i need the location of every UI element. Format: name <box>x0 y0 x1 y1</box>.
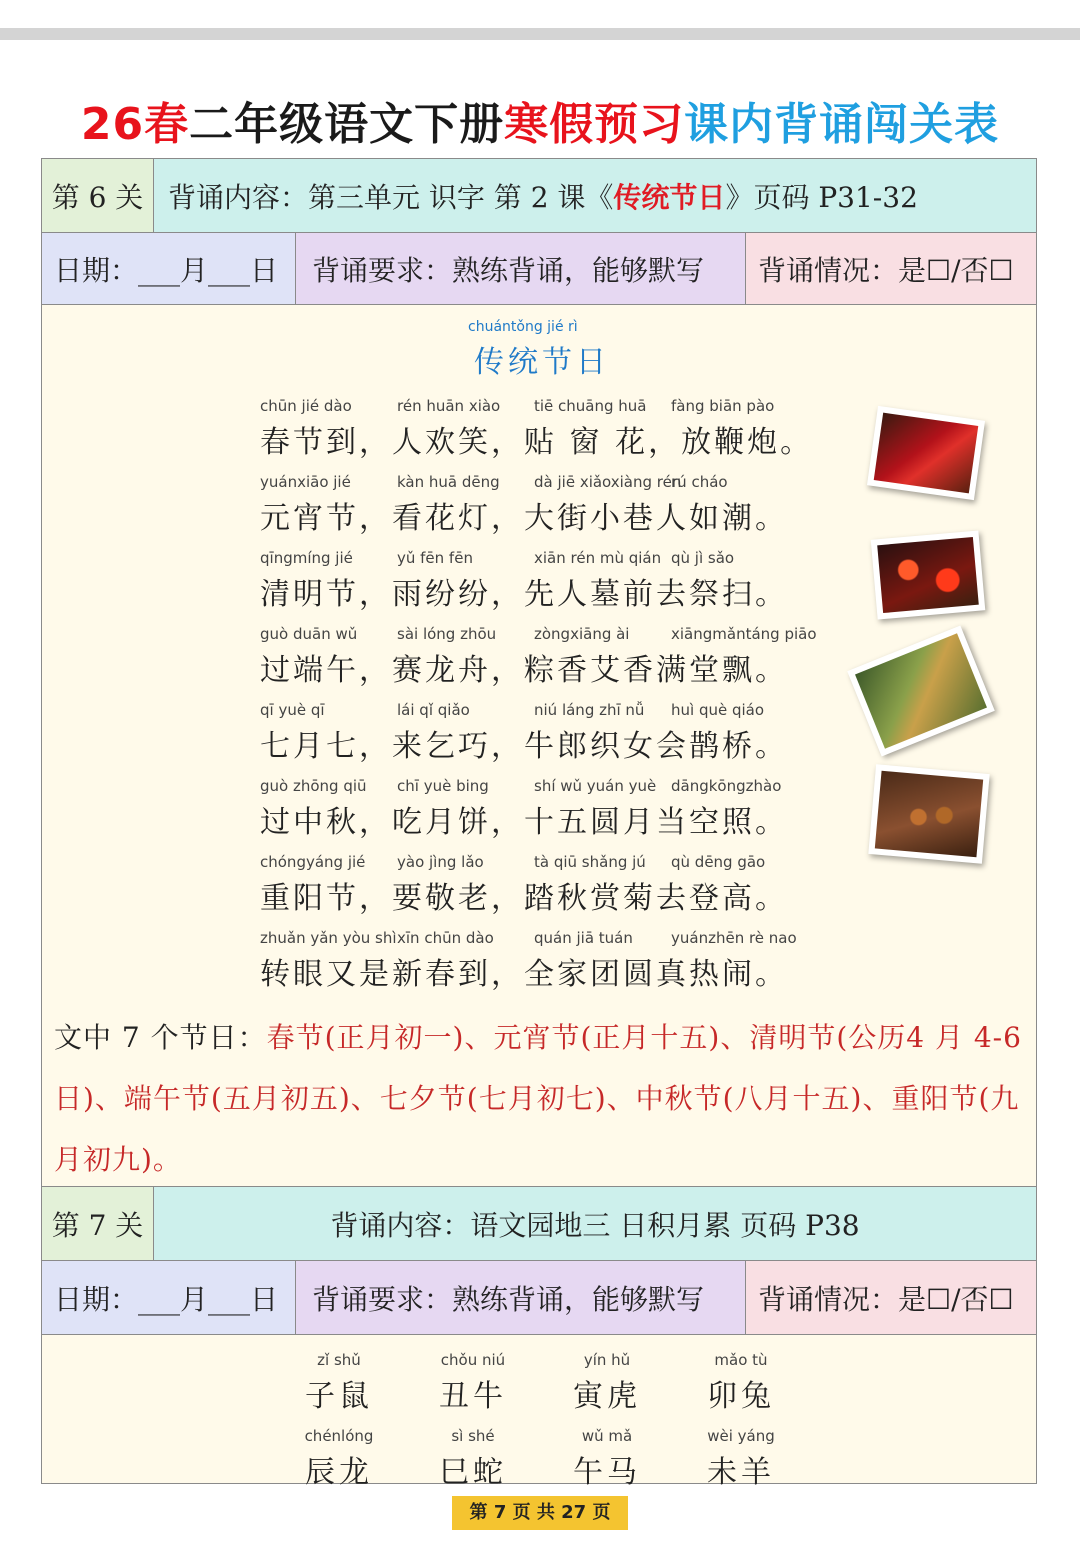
spring-festival-photo <box>867 406 985 500</box>
level7-header-row <box>42 1187 1036 1261</box>
festival-note-prefix: 文中 7 个节日： <box>54 1021 267 1054</box>
zodiac-item <box>552 1427 662 1491</box>
level6-status-checkboxes[interactable]: 背诵情况：是☐/否☐ <box>746 233 1036 304</box>
poem-line-text: 元宵节，看花灯，大街小巷人如潮。 <box>260 501 788 536</box>
dragon-boat-zongzi-photo <box>847 625 995 756</box>
level7-label: 第 7 关 <box>42 1187 154 1260</box>
level7-requirement: 背诵要求：熟练背诵，能够默写 <box>296 1261 746 1334</box>
poem-line <box>260 777 820 847</box>
lantern-festival-photo <box>871 530 986 619</box>
zodiac-pinyin: zǐ shǔ <box>317 1351 361 1369</box>
zodiac-text: 丑牛 <box>439 1379 507 1414</box>
poem-line-text: 清明节，雨纷纷，先人墓前去祭扫。 <box>260 577 788 612</box>
poem-line <box>260 625 820 695</box>
poem-line-text: 七月七，来乞巧，牛郎织女会鹊桥。 <box>260 729 788 764</box>
zodiac-item <box>552 1351 662 1415</box>
festival-note-body: 春节(正月初一)、元宵节(正月十五)、清明节(公历4 月 4-6 日)、端午节(五月初五)、七夕节(七月初七)、中秋节(八月十五)、重阳节(九月初九)。 <box>54 1021 1022 1176</box>
level6-date-field[interactable]: 日期：___月___日 <box>42 233 296 304</box>
title-part-year: 26春 <box>80 99 190 150</box>
zodiac-text: 午马 <box>573 1455 641 1490</box>
zodiac-text: 寅虎 <box>573 1379 641 1414</box>
poem-line <box>260 701 820 771</box>
zodiac-text: 卯兔 <box>707 1379 775 1414</box>
mid-autumn-mooncake-photo <box>868 764 989 864</box>
zodiac-area <box>42 1335 1036 1490</box>
zodiac-text: 巳蛇 <box>439 1455 507 1490</box>
level6-content-suffix: 》页码 P31-32 <box>725 180 918 214</box>
zodiac-item <box>418 1427 528 1491</box>
title-part-preview: 寒假预习 <box>504 99 685 150</box>
poem-area <box>42 305 1036 1187</box>
level6-lesson-title: 传统节日 <box>613 180 726 214</box>
level7-info-row <box>42 1261 1036 1335</box>
poem-line-pinyin: guò zhōng qiū chī yuè bing shí wǔ yuán yuè dāngkōngzhào <box>260 777 782 795</box>
zodiac-text: 未羊 <box>707 1455 775 1490</box>
poem-line-pinyin: qī yuè qī lái qǐ qiǎo niú láng zhī nǚ huì què qiáo <box>260 701 765 719</box>
zodiac-item <box>686 1351 796 1415</box>
level6-info-row <box>42 233 1036 305</box>
level7-status-checkboxes[interactable]: 背诵情况：是☐/否☐ <box>746 1261 1036 1334</box>
poem-line-pinyin: yuánxiāo jié kàn huā dēng dà jiē xiǎoxiàng rén rú cháo <box>260 473 728 491</box>
level7-date-field[interactable]: 日期：___月___日 <box>42 1261 296 1334</box>
zodiac-pinyin: wǔ mǎ <box>581 1427 633 1445</box>
poem-line <box>260 853 820 923</box>
title-part-grade: 二年级语文下册 <box>189 99 505 150</box>
poem-line <box>260 929 820 999</box>
poem-line-pinyin: zhuǎn yǎn yòu shì xīn chūn dào quán jiā tuán yuánzhēn rè nao <box>260 929 797 947</box>
poem-line-pinyin: chóngyáng jié yào jìng lǎo tà qiū shǎng jú qù dēng gāo <box>260 853 766 871</box>
zodiac-pinyin: mǎo tù <box>714 1351 768 1369</box>
poem-line-text: 转眼又是新春到，全家团圆真热闹。 <box>260 957 788 992</box>
level7-content: 背诵内容：语文园地三 日积月累 页码 P38 <box>154 1187 1036 1260</box>
poem-line <box>260 549 820 619</box>
level6-content-prefix: 背诵内容：第三单元 识字 第 2 课《 <box>168 180 614 214</box>
level6-header-row <box>42 159 1036 233</box>
poem-title-pinyin: chuántǒng jié rì <box>468 319 578 335</box>
top-gray-bar <box>0 28 1080 40</box>
page-number-footer: 第 7 页 共 27 页 <box>452 1496 628 1530</box>
title-part-table: 课内背诵闯关表 <box>684 99 1000 150</box>
zodiac-pinyin: chǒu niú <box>440 1351 506 1369</box>
zodiac-item <box>284 1351 394 1415</box>
zodiac-item <box>686 1427 796 1491</box>
level6-requirement: 背诵要求：熟练背诵，能够默写 <box>296 233 746 304</box>
poem-line <box>260 473 820 543</box>
zodiac-item <box>418 1351 528 1415</box>
page-title <box>0 88 1080 152</box>
poem-line-text: 过中秋，吃月饼，十五圆月当空照。 <box>260 805 788 840</box>
zodiac-pinyin: chénlóng <box>304 1427 374 1445</box>
zodiac-item <box>284 1427 394 1491</box>
poem-line-pinyin: chūn jié dào rén huān xiào tiē chuāng huā fàng biān pào <box>260 397 775 415</box>
poem-line <box>260 397 820 467</box>
poem-line-pinyin: qīngmíng jié yǔ fēn fēn xiān rén mù qián qù jì sǎo <box>260 549 735 567</box>
poem-line-text: 过端午，赛龙舟，粽香艾香满堂飘。 <box>260 653 788 688</box>
festival-note <box>54 1007 1026 1190</box>
recitation-sheet <box>41 158 1037 1490</box>
level6-content <box>154 159 1036 232</box>
poem-line-text: 春节到，人欢笑，贴 窗 花，放鞭炮。 <box>260 425 814 460</box>
zodiac-pinyin: wèi yáng <box>707 1427 775 1445</box>
zodiac-text: 辰龙 <box>305 1455 373 1490</box>
poem-line-text: 重阳节，要敬老，踏秋赏菊去登高。 <box>260 881 788 916</box>
level6-label: 第 6 关 <box>42 159 154 232</box>
zodiac-pinyin: sì shé <box>451 1427 495 1445</box>
zodiac-text: 子鼠 <box>305 1379 373 1414</box>
poem-title: 传统节日 <box>474 345 610 380</box>
zodiac-pinyin: yín hǔ <box>583 1351 631 1369</box>
poem-line-pinyin: guò duān wǔ sài lóng zhōu zòngxiāng ài xiāngmǎntáng piāo <box>260 625 817 643</box>
